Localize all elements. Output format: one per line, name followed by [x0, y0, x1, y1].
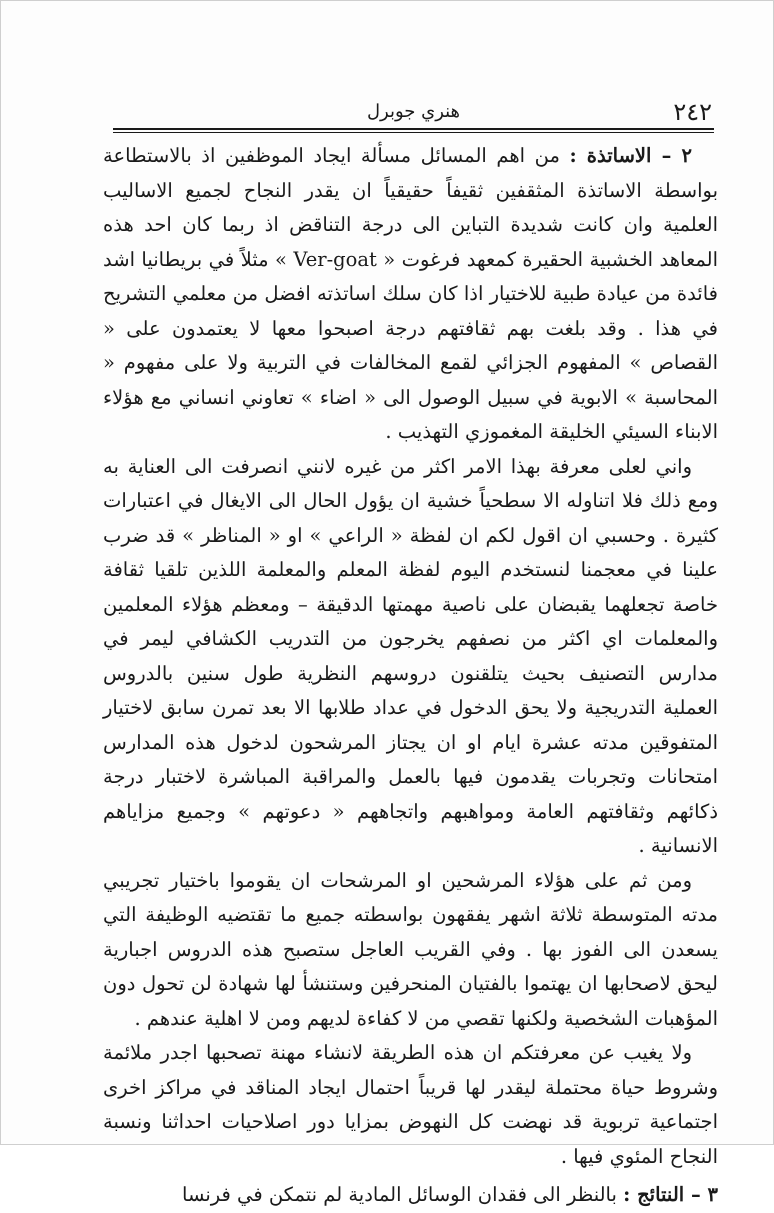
paragraph-text: ولا يغيب عن معرفتكم ان هذه الطريقة لانشاء مهنة تصحبها اجدر ملائمة وشروط حياة محتملة ليقدر لها قريباً احتمال ايجاد المناقد في مراكز اخرى اجتماعية تربوية قد نهضت كل النهوض بمزايا دور اصلاحيات احداثنا ونسبة النجاح المئوي فيها . [103, 1041, 718, 1168]
paragraph-teachers [103, 139, 718, 450]
paragraph-text: ومن ثم على هؤلاء المرشحين او المرشحات ان يقوموا باختيار تجريبي مدته المتوسطة ثلاثة اشهر يفقهون بواسطته جميع ما تقتضيه الوظيفة التي يسعدن الى الفوز بها . وفي القريب العاجل ستصبح هذه الدروس اجبارية ليحق لاصحابها ان يهتموا بالفتيان المنحرفين وستنشأ لها شهادة لن تحول دون المؤهبات الشخصية ولكنها تقصي من لا كفاءة لديهم ومن لا اهلية عندهم . [103, 868, 718, 1030]
paragraph-knowledge [103, 450, 718, 864]
paragraph-text: من اهم المسائل مسألة ايجاد الموظفين اذ بالاستطاعة بواسطة الاساتذة المثقفين ثقيفاً حقيقياً ان يقدر النجاح لجميع الاساليب العلمية وان كانت شديدة التباين الى درجة التناقض اذ ربما كان احد هذه المعاهد الخشبية الحقيرة كمعهد فرغوت « Ver-goat » مثلاً في بريطانيا اشد فائدة من عيادة طبية للاختيار اذا كان سلك اساتذته افضل من معلمي التشريح في هذا . وقد بلغت بهم ثقافتهم درجة اصبحوا معها لا يعتمدون على « القصاص » المفهوم الجزائي لقمع المخالفات في التربية ولا على مفهوم « المحاسبة » الابوية في سبيل الوصول الى « اضاء » تعاوني انساني مع هؤلاء الابناء السيئي الخليقة المغموزي التهذيب . [103, 144, 718, 443]
page-header [115, 97, 712, 127]
paragraph-text: بالنظر الى فقدان الوسائل المادية لم نتمكن في فرنسا [182, 1183, 624, 1206]
running-title: هنري جوبرل [366, 101, 461, 122]
header-rule [113, 128, 714, 130]
paragraph-text: واني لعلى معرفة بهذا الامر اكثر من غيره لانني انصرفت الى العناية به ومع ذلك فلا اتناوله الا سطحياً خشية ان يؤول الحال الى الايغال في اعتبارات كثيرة . وحسبي ان اقول لكم ان لفظة « الراعي » او « المناظر » قد ضرب علينا في معجمنا لنستخدم اليوم لفظة المعلم والمعلمة اللذين تلقيا ثقافة خاصة تجعلهما يقبضان على ناصية مهمتها الدقيقة – ومعظم هؤلاء المعلمين والمعلمات اي اكثر من نصفهم يخرجون من التدريب الكشافي ليمر في مدارس التصنيف بحيث يتلقنون دروسهم النظرية طول سنين بالدروس العملية التدريجية ولا يحق الدخول في عداد طلابها الا بعد تمرن سابق لاختيار المتفوقين مدته عشرة ايام او ان يجتاز المرشحون لدخول هذه المدارس امتحانات وتجربات يقدمون فيها بالعمل والمراقبة المباشرة لاختبار درجة ذكائهم وثقافتهم العامة ومواهبهم واتجاههم « دعوتهم » وجميع مزاياهم الانسانية . [103, 454, 719, 857]
paragraph-candidates [103, 864, 718, 1037]
paragraph-method [103, 1036, 718, 1174]
body-text [103, 139, 718, 1213]
page-number: ٢٤٢ [673, 98, 712, 126]
section-heading-results: ٣ – النتائج : [623, 1183, 718, 1206]
paragraph-results [103, 1178, 718, 1213]
header-rule-thin [113, 132, 714, 133]
section-heading-teachers: ٢ – الاساتذة : [569, 144, 692, 167]
